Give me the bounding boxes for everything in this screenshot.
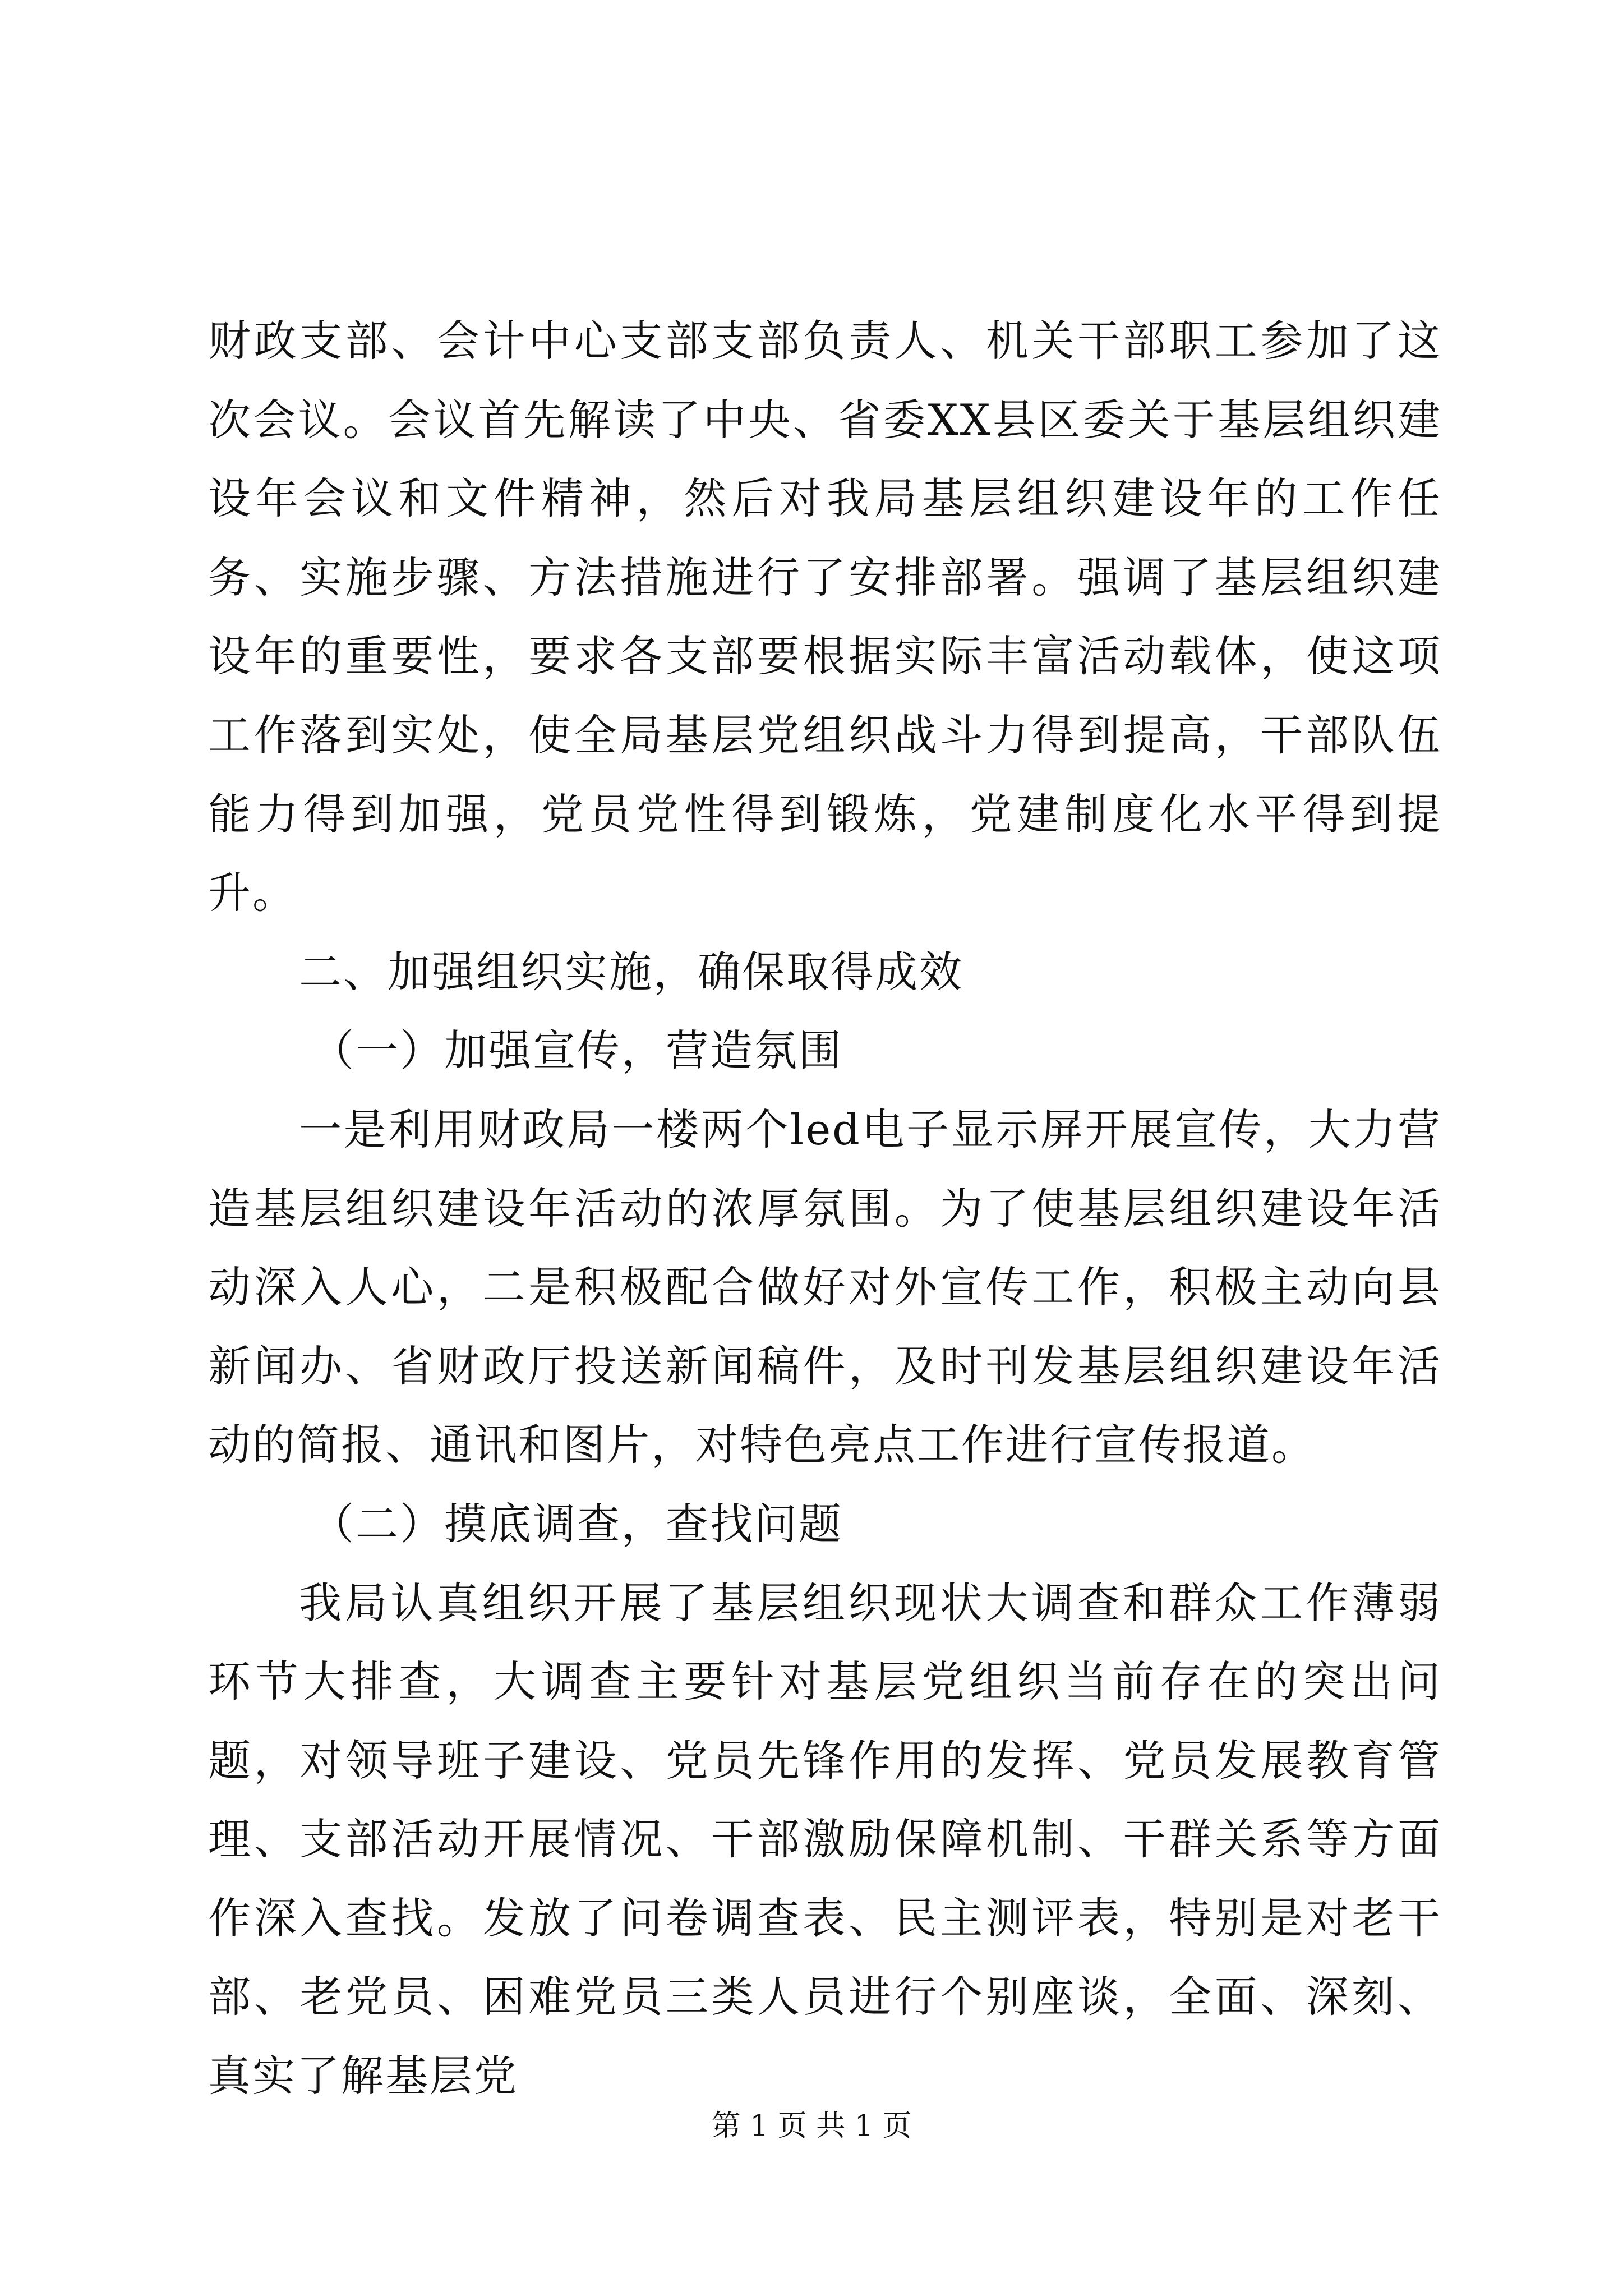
paragraph-publicity: 一是利用财政局一楼两个led电子显示屏开展宣传，大力营造基层组织建设年活动的浓厚氛围。为了使基层组织建设年活动深入人心，二是积极配合做好对外宣传工作，积极主动向县新闻办、省财政厅投送新闻稿件，及时刊发基层组织建设年活动的简报、通讯和图片，对特色亮点工作进行宣传报道。 — [208, 1104, 1442, 1470]
section-heading: 二、加强组织实施，确保取得成效 — [299, 946, 963, 997]
subsection-heading-publicity: （一）加强宣传，营造氛围 — [311, 1025, 843, 1076]
subsection-heading-investigation: （二）摸底调查，查找问题 — [311, 1498, 843, 1549]
page-number-label: 第 1 页 共 1 页 — [711, 2109, 912, 2143]
page-footer — [0, 2106, 1623, 2146]
paragraph-continuation: 财政支部、会计中心支部支部负责人、机关干部职工参加了这次会议。会议首先解读了中央、省委XX县区委关于基层组织建设年会议和文件精神，然后对我局基层组织建设年的工作任务、实施步骤、方法措施进行了安排部署。强调了基层组织建设年的重要性，要求各支部要根据实际丰富活动载体，使这项工作落到实处，使全局基层党组织战斗力得到提高，干部队伍能力得到加强，党员党性得到锻炼，党建制度化水平得到提升。 — [208, 316, 1442, 918]
document-body — [208, 302, 1442, 2116]
paragraph-investigation: 我局认真组织开展了基层组织现状大调查和群众工作薄弱环节大排查，大调查主要针对基层党组织当前存在的突出问题，对领导班子建设、党员先锋作用的发挥、党员发展教育管理、支部活动开展情况、干部激励保障机制、干群关系等方面作深入查找。发放了问卷调查表、民主测评表，特别是对老干部、老党员、困难党员三类人员进行个别座谈，全面、深刻、真实了解基层党 — [208, 1577, 1442, 2101]
